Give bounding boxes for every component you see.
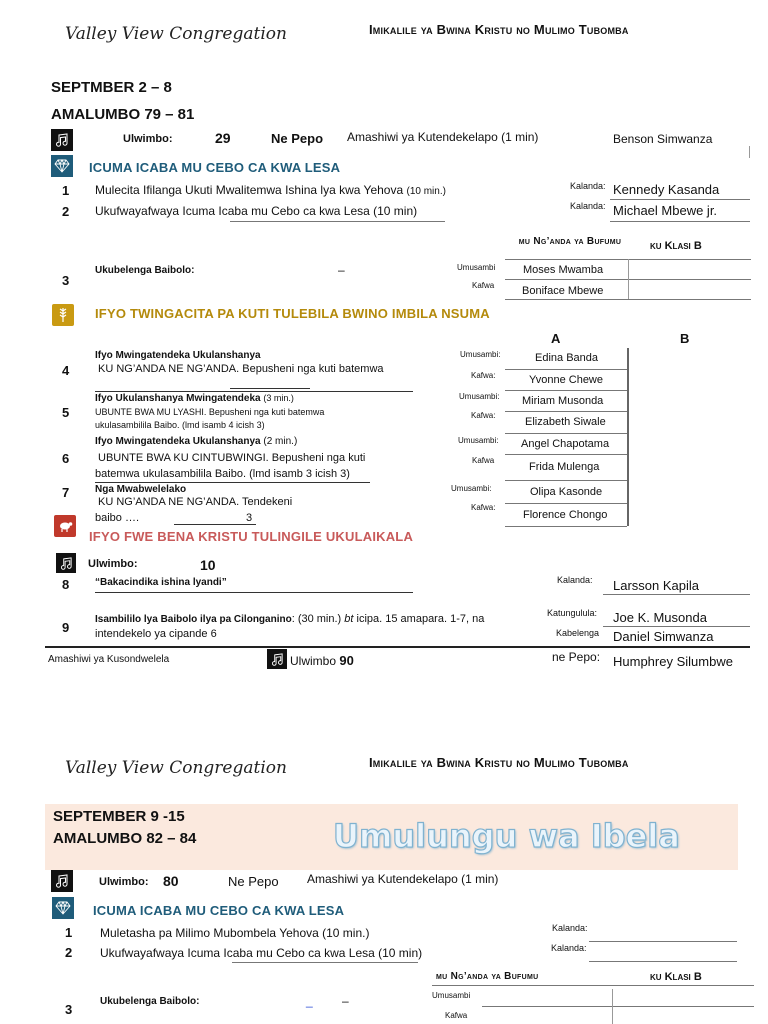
item6-desc-line1: UBUNTE BWA KU CINTUBWINGI. Bepusheni nga kuti xyxy=(98,452,366,464)
rule xyxy=(505,299,751,300)
item4-title: Ifyo Mwingatendeka Ukulanshanya xyxy=(95,350,261,361)
opening-song-label: Ulwimbo: xyxy=(99,876,149,888)
item7-title: Nga Mwabwelelako xyxy=(95,484,187,495)
hall-main-header: mu Ng’anda ya Bufumu xyxy=(518,236,622,247)
congregation-name: Valley View Congregation xyxy=(65,24,287,44)
item5-assistant: Elizabeth Siwale xyxy=(525,416,606,428)
student-label: Umusambi xyxy=(432,991,471,1000)
rule xyxy=(505,433,627,434)
hall-b-header: ku Klasi B xyxy=(650,240,702,252)
item3-assistant: Boniface Mbewe xyxy=(522,285,604,297)
rule xyxy=(230,388,310,389)
item-number: 9 xyxy=(62,620,70,635)
item6-title: Ifyo Mwingatendeka Ukulanshanya (2 min.) xyxy=(95,436,298,447)
item5-title: Ifyo Ukulanshanya Mwingatendeka (3 min.) xyxy=(95,393,294,404)
music-note-icon xyxy=(267,649,287,669)
middle-song-label: Ulwimbo: xyxy=(88,558,138,570)
rule xyxy=(505,480,627,481)
opening-song-label: Ulwimbo: xyxy=(123,133,173,145)
column-divider xyxy=(627,348,629,526)
item9-title: Isambililo lya Baibolo ilya pa Cilonganino: (30 min.) bt icipa. 15 amapara. 1-7, na xyxy=(95,613,485,625)
student-label: Umusambi xyxy=(457,263,496,272)
student-label: Umusambi: xyxy=(460,350,501,359)
rule xyxy=(505,390,627,391)
item9-detail: intendekelo ya cipande 6 xyxy=(95,628,217,640)
hall-b-header: ku Klasi B xyxy=(650,971,702,983)
rule xyxy=(174,524,256,525)
closing-person: Humphrey Silumbwe xyxy=(613,654,733,669)
item7-assistant: Florence Chongo xyxy=(523,509,608,521)
item-number: 1 xyxy=(62,183,70,198)
week-dates: SEPTEMBER 9 -15 xyxy=(53,808,185,825)
column-divider xyxy=(612,989,613,1024)
item3-title: Ukubelenga Baibolo: xyxy=(95,265,195,276)
student-label: Umusambi: xyxy=(458,436,499,445)
item-number: 2 xyxy=(65,945,73,960)
item7-desc-line1: KU NG’ANDA NE NG’ANDA. Tendekeni xyxy=(98,496,293,508)
item8-title: “Bakacindika ishina lyandi” xyxy=(95,577,227,588)
assistant-label: Kafwa: xyxy=(471,411,496,420)
item-number: 7 xyxy=(62,485,70,500)
diamond-icon xyxy=(51,155,73,177)
assistant-label: Kafwa xyxy=(472,456,495,465)
rule xyxy=(505,526,627,527)
wheat-icon xyxy=(52,304,74,326)
rule xyxy=(505,503,627,504)
living-heading: IFYO FWE BENA KRISTU TULINGILE UKULAIKALA xyxy=(89,529,414,544)
rule xyxy=(603,594,750,595)
column-a-header: A xyxy=(551,331,561,346)
closing-prayer-label: ne Pepo: xyxy=(552,650,601,664)
item2-title: Ukufwayafwaya Icuma Icaba mu Cebo ca kwa Lesa (10 min) xyxy=(100,946,423,960)
opening-remarks: Amashiwi ya Kutendekelapo (1 min) xyxy=(347,130,539,144)
item7-desc-line2: baibo …. xyxy=(95,512,140,524)
assistant-label: Kafwa xyxy=(445,1011,468,1020)
rule xyxy=(505,369,627,370)
item4-student: Edina Banda xyxy=(535,352,598,364)
item6-assistant: Frida Mulenga xyxy=(529,461,600,473)
music-note-icon xyxy=(51,129,73,151)
middle-song-number: 10 xyxy=(200,557,216,573)
item-number: 5 xyxy=(62,405,70,420)
rule xyxy=(230,221,445,222)
treasures-heading: ICUMA ICABA MU CEBO CA KWA LESA xyxy=(89,160,341,175)
item6-student: Angel Chapotama xyxy=(521,438,610,450)
opening-prayer-label: Ne Pepo xyxy=(228,874,279,889)
assistant-label: Kafwa: xyxy=(471,503,496,512)
rule xyxy=(432,985,754,986)
rule xyxy=(95,482,370,483)
hall-main-header: mu Ng’anda ya Bufumu xyxy=(436,971,539,982)
item-number: 4 xyxy=(62,363,70,378)
item9-reader: Daniel Simwanza xyxy=(613,629,714,644)
item3-title: Ukubelenga Baibolo: xyxy=(100,996,200,1007)
item3-dash: – xyxy=(338,263,345,277)
item2-title: Ukufwayafwaya Icuma Icaba mu Cebo ca kwa Lesa (10 min) xyxy=(95,204,418,218)
item-number: 6 xyxy=(62,451,70,466)
reader-label: Kabelenga xyxy=(556,628,600,638)
item1-title: Mulecita Ifilanga Ukuti Mwalitemwa Ishina lya kwa Yehova (10 min.) xyxy=(95,183,446,197)
rule xyxy=(603,626,750,627)
rule xyxy=(589,961,737,962)
student-label: Umusambi: xyxy=(451,484,492,493)
role-label: Kalanda: xyxy=(570,201,606,211)
program-title: Imikalile ya Bwina Kristu no Mulimo Tubomba xyxy=(369,755,629,770)
congregation-name: Valley View Congregation xyxy=(65,758,287,778)
treasures-heading: ICUMA ICABA MU CEBO CA KWA LESA xyxy=(93,903,345,918)
item3-student: Moses Mwamba xyxy=(523,264,604,276)
item-number: 8 xyxy=(62,577,70,592)
diamond-icon xyxy=(52,897,74,919)
week-chapters: AMALUMBO 79 – 81 xyxy=(51,106,195,123)
assistant-label: Kafwa xyxy=(472,281,495,290)
music-note-icon xyxy=(56,553,76,573)
margin-mark xyxy=(749,146,750,158)
rule xyxy=(610,199,750,200)
column-b-header: B xyxy=(680,331,690,346)
item3-dash: – xyxy=(342,994,349,1008)
item-number: 3 xyxy=(62,273,70,288)
rule xyxy=(505,411,627,412)
ministry-heading: IFYO TWINGACITA PA KUTI TULEBILA BWINO IMBILA NSUMA xyxy=(95,306,490,321)
item7-lesson: 3 xyxy=(246,512,253,524)
assistant-label: Kafwa: xyxy=(471,371,496,380)
opening-song-number: 29 xyxy=(215,130,231,146)
rule xyxy=(610,221,750,222)
memorial-banner: Umulungu wa Ibela xyxy=(333,817,680,855)
item9-conductor: Joe K. Musonda xyxy=(613,610,707,625)
opening-prayer-label: Ne Pepo xyxy=(271,131,324,146)
item4-desc: KU NG’ANDA NE NG’ANDA. Bepusheni nga kuti batemwa xyxy=(98,363,384,375)
program-title: Imikalile ya Bwina Kristu no Mulimo Tubomba xyxy=(369,22,629,37)
opening-person: Benson Simwanza xyxy=(613,132,713,146)
item-number: 3 xyxy=(65,1002,73,1017)
item6-desc-line2: batemwa ukulasambilila Baibo. (lmd isamb 3 icish 3) xyxy=(95,468,350,480)
role-label: Kalanda: xyxy=(551,943,587,953)
opening-remarks: Amashiwi ya Kutendekelapo (1 min) xyxy=(307,872,499,886)
divider xyxy=(45,646,750,648)
item-number: 1 xyxy=(65,925,73,940)
item1-title: Muletasha pa Milimo Mubombela Yehova (10 min.) xyxy=(100,926,370,940)
item7-student: Olipa Kasonde xyxy=(530,486,603,498)
rule xyxy=(232,962,418,963)
column-divider xyxy=(628,259,629,299)
rule xyxy=(95,391,413,392)
item8-person: Larsson Kapila xyxy=(613,578,699,593)
item-number: 2 xyxy=(62,204,70,219)
week-dates: SEPTMBER 2 – 8 xyxy=(51,79,172,96)
item5-student: Miriam Musonda xyxy=(522,395,604,407)
week-chapters: AMALUMBO 82 – 84 xyxy=(53,830,197,847)
rule xyxy=(482,1006,754,1007)
conductor-label: Katungulula: xyxy=(547,608,598,618)
item5-desc-line2: ukulasambilila Baibo. (lmd isamb 4 icish 3) xyxy=(95,420,265,430)
rule xyxy=(589,941,737,942)
role-label: Kalanda: xyxy=(570,181,606,191)
role-label: Kalanda: xyxy=(557,575,593,585)
opening-song-number: 80 xyxy=(163,873,179,889)
item3-underscore: _ xyxy=(306,994,313,1008)
role-label: Kalanda: xyxy=(552,923,588,933)
item5-desc-line1: UBUNTE BWA MU LYASHI. Bepusheni nga kuti batemwa xyxy=(95,407,325,417)
rule xyxy=(95,592,413,593)
item2-person: Michael Mbewe jr. xyxy=(613,203,718,218)
item4-assistant: Yvonne Chewe xyxy=(529,374,603,386)
rule xyxy=(505,454,627,455)
closing-remarks: Amashiwi ya Kusondwelela xyxy=(48,654,170,665)
item1-person: Kennedy Kasanda xyxy=(613,182,720,197)
sheep-icon xyxy=(54,515,76,537)
closing-song: Ulwimbo 90 xyxy=(290,653,354,668)
student-label: Umusambi: xyxy=(459,392,500,401)
music-note-icon xyxy=(51,870,73,892)
